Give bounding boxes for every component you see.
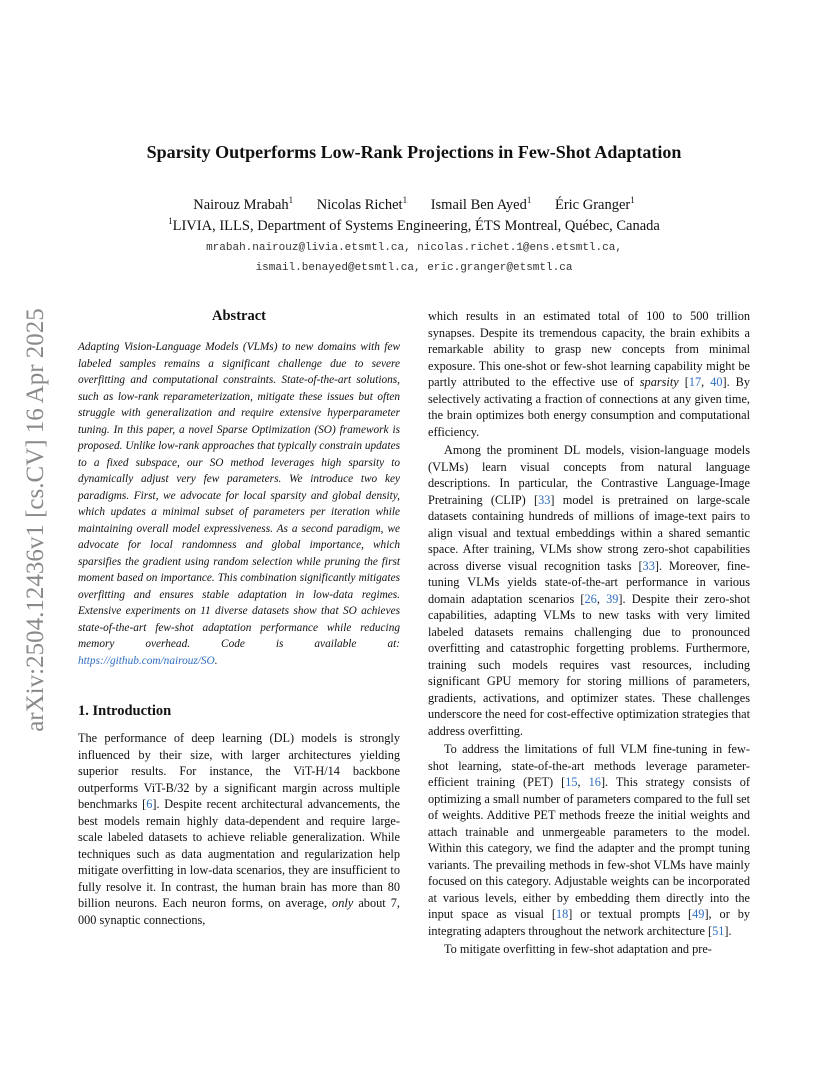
citation-link[interactable]: 33 <box>538 492 551 507</box>
citation-link[interactable]: 40 <box>710 375 723 389</box>
body-paragraph: To mitigate overfitting in few-shot adaptation and pre- <box>444 942 712 956</box>
citation-link[interactable]: 51 <box>712 923 725 938</box>
email-line: mrabah.nairouz@livia.etsmtl.ca, nicolas.richet.1@ens.etsmtl.ca, <box>206 242 622 254</box>
citation-link[interactable]: 17 <box>688 375 702 389</box>
introduction-heading: 1. Introduction <box>78 703 172 719</box>
author: Nicolas Richet$^1$ <box>316 195 408 213</box>
intro-paragraph: The performance of deep learning (DL) models is strongly influenced by their size, with larger architectures yielding superior results. For instance, the ViT-H/14 backbone outperforms ViT-B/32 by a significant margin across multiple benchmarks [6]. Despite recent architectural advancements, the best models remain highly data-dependent and require large-scale labeled datasets to achieve reliable generalization. While techniques such as data augmentation and regularization help mitigate overfitting in low-data scenarios, they are insufficient to fully resolve it. In contrast, the human brain has more than 80 billion neurons. Each neuron forms, on average, only about 7, 000 synaptic connections, <box>78 731 401 927</box>
citation-link[interactable]: 18 <box>555 907 569 921</box>
author: Ismail Ben Ayed$^1$ <box>430 195 532 213</box>
author-list <box>0 195 828 214</box>
abstract-heading: Abstract <box>212 308 266 324</box>
right-column <box>428 308 750 958</box>
author: Éric Granger$^1$ <box>554 195 635 213</box>
affiliation: $^1$LIVIA, ILLS, Department of Systems Engineering, ÉTS Montreal, Québec, Canada <box>168 216 660 234</box>
author: Nairouz Mrabah$^1$ <box>193 195 294 213</box>
citation-link[interactable]: 16 <box>588 775 601 789</box>
citation-link[interactable]: 15 <box>565 775 578 789</box>
arxiv-stamp: arXiv:2504.12436v1 [cs.CV] 16 Apr 2025 <box>22 308 49 732</box>
author-emails <box>0 238 828 278</box>
abstract-text: Adapting Vision-Language Models (VLMs) to new domains with few labeled samples remains a significant challenge due to severe overfitting and computational constraints. State-of-the-art solutions, such as low-rank reparameterization, mitigate these issues but often struggle with generalization and require extensive hyperparameter tuning. In this paper, a novel Sparse Optimization (SO) framework is proposed. Unlike low-rank approaches that typically constrain updates to a fixed subspace, our SO method leverages high sparsity to dynamically adjust very few parameters. We introduce two key paradigms. First, we advocate for local sparsity and global density, which updates a minimal subset of parameters per iteration while maintaining overall model expressiveness. As a second paradigm, we advocate for local randomness and global importance, which sparsifies the gradient using random selection while pruning the first moment based on importance. This combination significantly mitigates overfitting and ensures stable adaptation in low-data regimes. Extensive experiments on 11 diverse datasets show that SO achieves state-of-the-art few-shot adaptation performance while reducing memory overhead. Code is available at: https://github.com/nairouz/SO. <box>78 341 400 667</box>
citation-link[interactable]: 33 <box>642 558 655 573</box>
citation-link[interactable]: 26 <box>584 591 597 606</box>
code-link[interactable]: https://github.com/nairouz/SO <box>78 654 215 667</box>
citation-link[interactable]: 49 <box>692 907 705 921</box>
body-paragraph: which results in an estimated total of 100 to 500 trillion synapses. Despite its tremendous capacity, the brain exhibits a remarkable ability to grasp new concepts from minimal exposure. This one-shot or few-shot learning capability might be partly attributed to the effective use of sparsity [17, 40]. By selectively activating a fraction of connections at any given time, the brain optimizes both energy consumption and computational efficiency. <box>428 309 750 439</box>
paper-title: Sparsity Outperforms Low-Rank Projections in Few-Shot Adaptation <box>146 142 682 162</box>
body-paragraph: To address the limitations of full VLM fine-tuning in few-shot learning, state-of-the-art methods leverage parameter-efficient training (PET) [15, 16]. This strategy consists of optimizing a small number of parameters compared to the full set of weights. Additive PET methods freeze the initial weights and attach trainable and unmergeable parameters to the model. Within this category, we find the adapter and the prompt tuning variants. The prevailing methods in few-shot VLMs have mainly focused on this category. Adjustable weights can be incorporated at various levels, either by embedding them directly into the input space as visual [18] or textual prompts [49], or by integrating adapters throughout the network architecture [51]. <box>428 742 750 938</box>
citation-link[interactable]: 39 <box>606 591 619 606</box>
email-line: ismail.benayed@etsmtl.ca, eric.granger@etsmtl.ca <box>255 262 573 274</box>
citation-link[interactable]: 6 <box>146 797 153 811</box>
left-column <box>78 308 400 928</box>
body-paragraph: Among the prominent DL models, vision-language models (VLMs) learn visual concepts from natural language descriptions. In particular, the Contrastive Language-Image Pretraining (CLIP) [33] model is pretrained on large-scale datasets containing hundreds of millions of image-text pairs to align visual and textual embeddings within a shared semantic space. After training, VLMs show strong zero-shot capabilities across diverse visual recognition tasks [33]. Moreover, fine-tuning VLMs yields state-of-the-art performance in various domain adaptation scenarios [26, 39]. Despite their zero-shot capabilities, adapting VLMs to new tasks with very limited labeled datasets remains challenging due to pronounced overfitting and catastrophic forgetting problems. Furthermore, training such models requires vast resources, including significant GPU memory for storing millions of parameters, gradients, activations, and optimizer states. These challenges underscore the need for cost-effective optimization strategies that address overfitting. <box>428 443 750 738</box>
